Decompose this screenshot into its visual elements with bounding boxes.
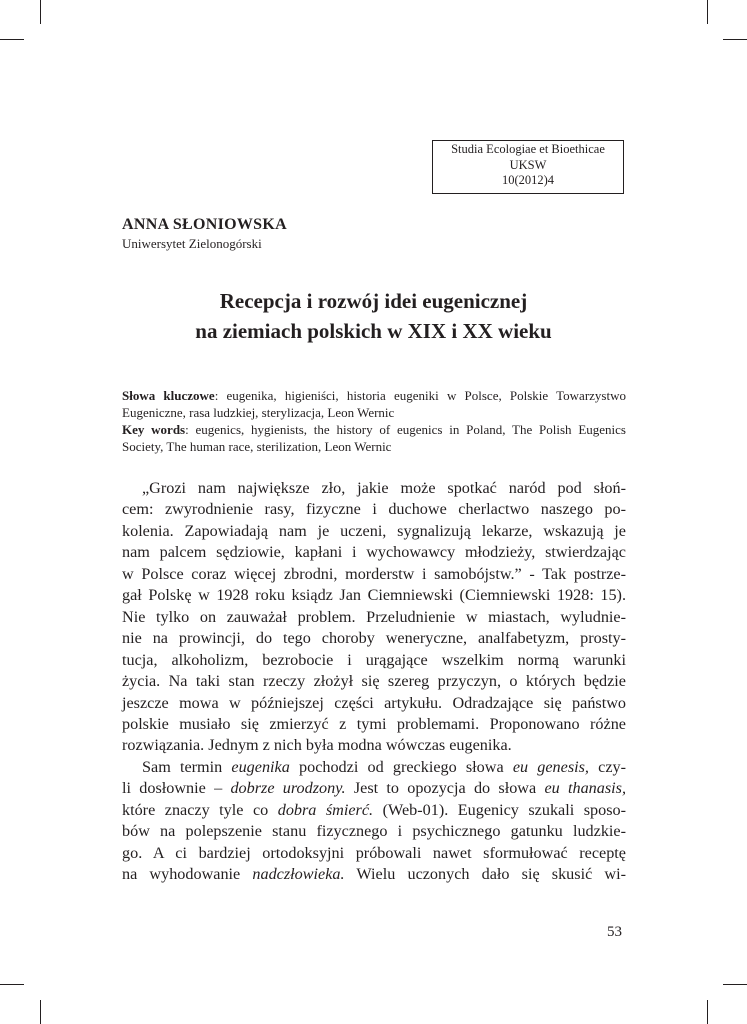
article-title-line: na ziemiach polskich w XIX i XX wieku — [195, 319, 552, 343]
body-line: tucja, alkoholizm, bezrobocie i urągające wszelkim normą warunki — [122, 650, 626, 669]
article-body — [122, 478, 626, 886]
body-line — [122, 864, 626, 885]
text-run: li dosłownie – — [122, 779, 231, 798]
keywords-polish — [122, 387, 626, 421]
italic-term: nadczłowieka. — [252, 865, 345, 884]
body-line — [122, 778, 626, 799]
body-line: polskie musiało się zmierzyć z tymi problemami. Proponowano różne — [122, 714, 626, 733]
text-run: które znaczy tyle co — [122, 800, 278, 819]
keywords-english-text: : eugenics, hygienists, the history of eugenics in Poland, The Polish Eugenics Society, The human race, sterilization, Leon Wernic — [122, 422, 626, 454]
italic-term: dobrze urodzony. — [230, 779, 346, 798]
body-line: kolenia. Zapowiadają nam je uczeni, sygnalizują lekarze, wskazują je — [122, 521, 626, 540]
crop-mark — [40, 0, 41, 24]
body-line: w Polsce coraz więcej zbrodni, morderstw i samobójstw.” - Tak postrze- — [122, 564, 626, 583]
crop-mark — [707, 1000, 708, 1024]
italic-term: eu genesis, — [512, 757, 589, 776]
article-title-line: Recepcja i rozwój idei eugenicznej — [219, 289, 528, 313]
italic-term: dobra śmierć. — [277, 800, 374, 819]
italic-term: eu thanasis, — [544, 779, 626, 798]
journal-info-box — [432, 140, 624, 194]
body-line: bów na polepszenie stanu fizycznego i psychicznego gatunku ludzkie- — [122, 822, 626, 841]
keywords-english — [122, 421, 626, 455]
text-run: Jest to opozycja do słowa — [345, 779, 545, 798]
body-line: życia. Na taki stan rzeczy złożył się szereg przyczyn, o których będzie — [122, 672, 626, 691]
crop-mark — [0, 984, 24, 985]
text-run: czy- — [588, 757, 626, 776]
text-run: pochodzi od greckiego słowa — [289, 757, 513, 776]
body-line: nie na prowincji, do tego choroby weneryczne, analfabetyzm, prosty- — [122, 629, 626, 648]
journal-issue: 10(2012)4 — [501, 173, 555, 187]
body-line — [122, 800, 626, 821]
article-title — [122, 286, 625, 346]
keywords-english-label: Key words — [122, 422, 186, 437]
crop-mark — [723, 39, 747, 40]
keywords-section — [122, 387, 626, 455]
body-line: „Grozi nam największe zło, jakie może spotkać naród pod słoń- — [142, 479, 626, 497]
keywords-polish-label: Słowa kluczowe — [122, 388, 215, 403]
text-run: (Web-01). Eugenicy szukali sposo- — [373, 800, 626, 819]
body-line: rozwiązania. Jednym z nich była modna wówczas eugenika. — [122, 736, 512, 755]
body-line: cem: zwyrodnienie rasy, fizyczne i duchowe cherlactwo naszego po- — [122, 500, 626, 519]
crop-mark — [707, 0, 708, 24]
body-line: gał Polskę w 1928 roku ksiądz Jan Ciemniewski (Ciemniewski 1928: 15). — [122, 586, 626, 605]
crop-mark — [40, 1000, 41, 1024]
body-line: Nie tylko on zauważał problem. Przeludnienie w miastach, wyludnie- — [122, 607, 626, 626]
page-number: 53 — [607, 924, 622, 940]
body-line: nam palcem sędziowie, kapłani i wychowawcy młodzieży, stwierdzając — [122, 543, 626, 562]
crop-mark — [723, 984, 747, 985]
author-affiliation: Uniwersytet Zielonogórski — [122, 236, 262, 251]
crop-mark — [0, 39, 24, 40]
text-run: na wyhodowanie — [122, 865, 253, 884]
text-run: Sam termin — [142, 757, 232, 776]
author-name: ANNA SŁONIOWSKA — [122, 216, 287, 233]
journal-publisher: UKSW — [509, 157, 547, 172]
italic-term: eugenika — [231, 757, 290, 776]
body-line: go. A ci bardziej ortodoksyjni próbowali nawet sformułować receptę — [122, 843, 626, 862]
keywords-polish-text: : eugenika, higieniści, historia eugeniki w Polsce, Polskie Towarzystwo Eugeniczne, rasa ludzkiej, sterylizacja, Leon Wernic — [122, 388, 626, 420]
body-line — [122, 757, 626, 778]
text-run: Wielu uczonych dało się skusić wi- — [344, 865, 626, 884]
journal-title: Studia Ecologiae et Bioethicae — [451, 142, 605, 156]
body-line: jeszcze mowa w późniejszej części artykułu. Odradzające się państwo — [122, 693, 626, 712]
